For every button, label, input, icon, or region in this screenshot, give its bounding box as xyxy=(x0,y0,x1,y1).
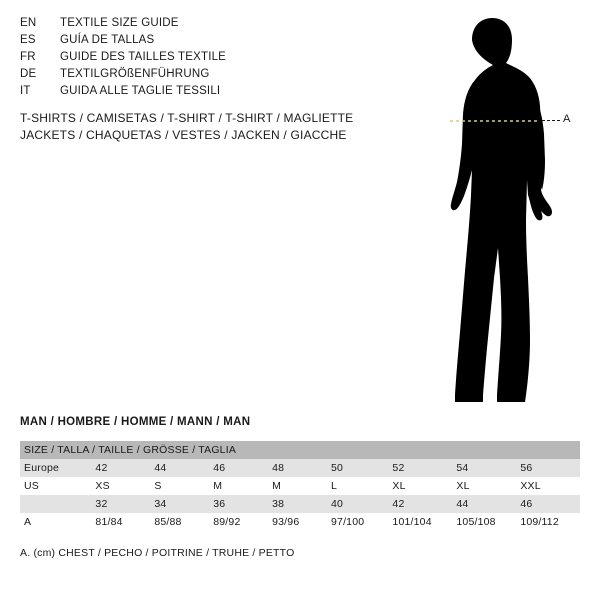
cell: 93/96 xyxy=(268,513,327,531)
cell: 54 xyxy=(452,459,516,477)
cell: M xyxy=(268,477,327,495)
table-row xyxy=(20,495,580,513)
cell: 56 xyxy=(516,459,580,477)
cell: 44 xyxy=(150,459,209,477)
cell: 32 xyxy=(91,495,150,513)
cell: 109/112 xyxy=(516,513,580,531)
language-row xyxy=(20,34,390,51)
table-row xyxy=(20,513,580,531)
row-label: A xyxy=(20,513,91,531)
cell: 52 xyxy=(388,459,452,477)
man-silhouette-figure xyxy=(400,10,590,410)
table-title: MAN / HOMBRE / HOMME / MANN / MAN xyxy=(20,416,251,428)
language-text: TEXTILGRÖßENFÜHRUNG xyxy=(60,68,210,80)
garment-line-jackets: JACKETS / CHAQUETAS / VESTES / JACKEN / GIACCHE xyxy=(20,128,347,142)
cell: 36 xyxy=(209,495,268,513)
table-row xyxy=(20,477,580,495)
language-code: ES xyxy=(20,34,36,46)
cell: 85/88 xyxy=(150,513,209,531)
language-code: IT xyxy=(20,85,31,97)
cell: 38 xyxy=(268,495,327,513)
cell: 42 xyxy=(388,495,452,513)
cell: M xyxy=(209,477,268,495)
footnote: A. (cm) CHEST / PECHO / POITRINE / TRUHE / PETTO xyxy=(20,547,295,559)
cell: 81/84 xyxy=(91,513,150,531)
language-code: EN xyxy=(20,17,37,29)
cell: 40 xyxy=(327,495,388,513)
cell: 101/104 xyxy=(388,513,452,531)
cell: 97/100 xyxy=(327,513,388,531)
language-row xyxy=(20,68,390,85)
language-list xyxy=(20,17,390,102)
cell: 105/108 xyxy=(452,513,516,531)
cell: 42 xyxy=(91,459,150,477)
man-silhouette-icon xyxy=(400,10,590,410)
cell: XS xyxy=(91,477,150,495)
cell: 50 xyxy=(327,459,388,477)
language-row xyxy=(20,51,390,68)
cell: XL xyxy=(452,477,516,495)
cell: L xyxy=(327,477,388,495)
cell: 46 xyxy=(209,459,268,477)
language-row xyxy=(20,17,390,34)
row-label: Europe xyxy=(20,459,91,477)
garment-line-tshirts: T-SHIRTS / CAMISETAS / T-SHIRT / T-SHIRT / MAGLIETTE xyxy=(20,111,354,125)
cell: S xyxy=(150,477,209,495)
language-text: GUIDE DES TAILLES TEXTILE xyxy=(60,51,227,63)
measure-leader-line xyxy=(542,120,560,122)
cell: 34 xyxy=(150,495,209,513)
table-row xyxy=(20,459,580,477)
language-text: TEXTILE SIZE GUIDE xyxy=(60,17,179,29)
cell: XXL xyxy=(516,477,580,495)
size-table xyxy=(20,441,580,531)
cell: XL xyxy=(388,477,452,495)
cell: 48 xyxy=(268,459,327,477)
cell: 44 xyxy=(452,495,516,513)
table-header-row xyxy=(20,441,580,459)
row-label xyxy=(20,495,91,513)
language-text: GUIDA ALLE TAGLIE TESSILI xyxy=(60,85,221,97)
table-header-label: SIZE / TALLA / TAILLE / GRÖSSE / TAGLIA xyxy=(20,441,580,459)
cell: 89/92 xyxy=(209,513,268,531)
language-text: GUÍA DE TALLAS xyxy=(60,34,155,46)
cell: 46 xyxy=(516,495,580,513)
measure-label-a: A xyxy=(563,113,571,125)
row-label: US xyxy=(20,477,91,495)
language-code: FR xyxy=(20,51,36,63)
garment-type-list xyxy=(20,110,440,144)
language-code: DE xyxy=(20,68,37,80)
language-row xyxy=(20,85,390,102)
